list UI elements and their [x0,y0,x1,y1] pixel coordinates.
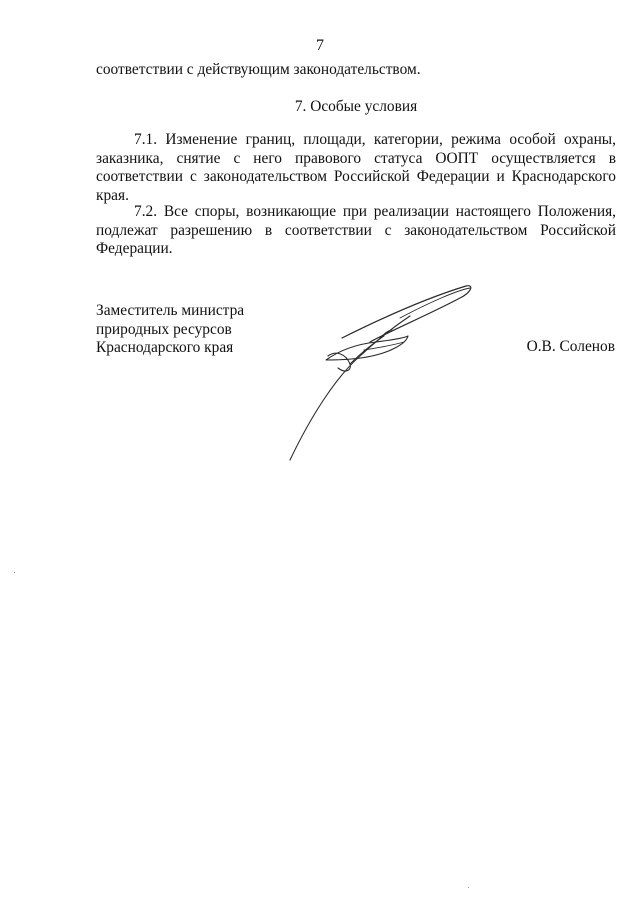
signer-position-line: Заместитель министра [96,302,245,319]
scan-speck [468,887,469,888]
handwritten-signature-icon [280,278,480,468]
paragraph-7-1: 7.1. Изменение границ, площади, категории, режима особой охраны, заказника, снятие с него правового статуса ООПТ осуществляется в соответствии с законодательством Российской Федерации и Краснодарского края. [96,131,616,204]
section-title: 7. Особые условия [294,98,418,115]
paragraph-7-2: 7.2. Все споры, возникающие при реализации настоящего Положения, подлежат разрешению в соответствии с законодательством Российской Федерации. [96,203,616,258]
page-number: 7 [316,37,324,54]
signer-name: О.В. Соленов [526,338,615,355]
signer-position-line: Краснодарского края [96,339,234,357]
continuation-text: соответствии с действующим законодательством. [96,61,421,78]
signer-position [96,302,244,358]
signer-position-line: природных ресурсов [96,320,232,338]
scan-speck [14,572,15,573]
